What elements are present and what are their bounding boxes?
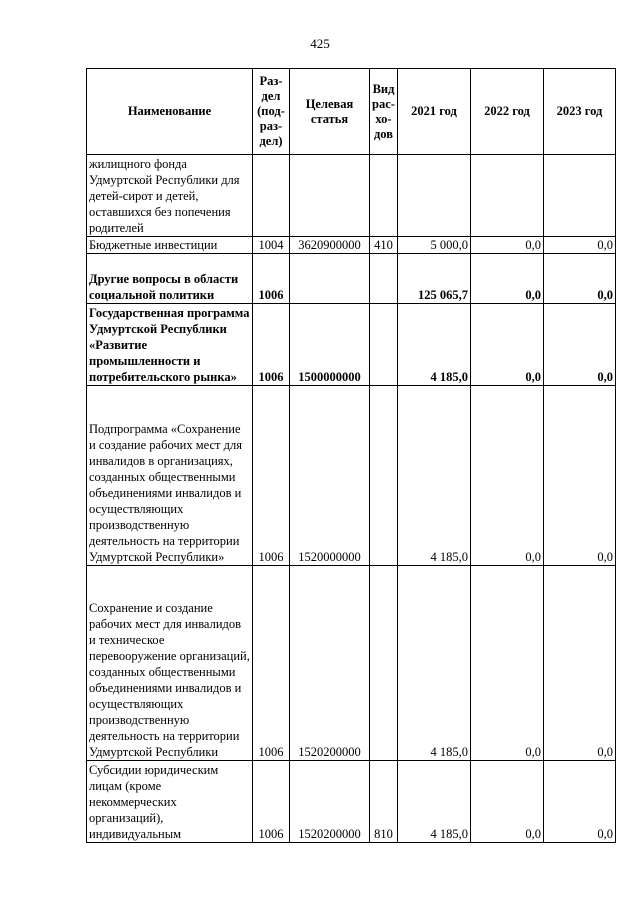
cell-kind: 410 [370, 237, 398, 254]
cell-2021: 5 000,0 [398, 237, 471, 254]
cell-2021: 125 065,7 [398, 254, 471, 304]
header-target: Целевая статья [290, 69, 370, 155]
table-row [87, 566, 616, 761]
cell-section: 1004 [253, 237, 290, 254]
table-row [87, 237, 616, 254]
cell-2022: 0,0 [471, 304, 544, 386]
header-2023: 2023 год [544, 69, 616, 155]
table-row [87, 155, 616, 237]
cell-section [253, 155, 290, 237]
cell-section: 1006 [253, 254, 290, 304]
cell-target: 1500000000 [290, 304, 370, 386]
cell-name: Бюджетные инвестиции [87, 237, 253, 254]
table-body [87, 155, 616, 843]
cell-section: 1006 [253, 304, 290, 386]
cell-target: 3620900000 [290, 237, 370, 254]
cell-name: Государственная программа Удмуртской Республики «Развитие промышленности и потребительского рынка» [87, 304, 253, 386]
cell-name: жилищного фонда Удмуртской Республики для детей-сирот и детей, оставшихся без попечения родителей [87, 155, 253, 237]
budget-table [86, 68, 616, 843]
cell-2023: 0,0 [544, 761, 616, 843]
cell-2021: 4 185,0 [398, 386, 471, 566]
cell-2022: 0,0 [471, 386, 544, 566]
header-2021: 2021 год [398, 69, 471, 155]
cell-2023 [544, 155, 616, 237]
cell-kind: 810 [370, 761, 398, 843]
cell-section: 1006 [253, 566, 290, 761]
page-number: 425 [310, 36, 330, 51]
header-name: Наименование [87, 69, 253, 155]
cell-kind [370, 386, 398, 566]
cell-kind [370, 254, 398, 304]
table-row [87, 254, 616, 304]
cell-kind [370, 566, 398, 761]
cell-2023: 0,0 [544, 237, 616, 254]
cell-name: Другие вопросы в области социальной политики [87, 254, 253, 304]
table-row [87, 761, 616, 843]
cell-2021: 4 185,0 [398, 761, 471, 843]
header-kind: Вид рас- хо- дов [370, 69, 398, 155]
cell-2021: 4 185,0 [398, 304, 471, 386]
table-row [87, 386, 616, 566]
cell-2022: 0,0 [471, 237, 544, 254]
cell-kind [370, 155, 398, 237]
cell-name: Сохранение и создание рабочих мест для инвалидов и техническое перевооружение организаций, созданных общественными объединениями инвалидов и осуществляющих производственную деятельность на территории Удмуртской Республики [87, 566, 253, 761]
cell-2023: 0,0 [544, 304, 616, 386]
cell-2022 [471, 155, 544, 237]
table-header-row [87, 69, 616, 155]
cell-target: 1520200000 [290, 566, 370, 761]
cell-target [290, 155, 370, 237]
cell-section: 1006 [253, 386, 290, 566]
cell-target: 1520200000 [290, 761, 370, 843]
cell-2022: 0,0 [471, 566, 544, 761]
cell-target [290, 254, 370, 304]
table-row [87, 304, 616, 386]
header-section: Раз- дел (под- раз- дел) [253, 69, 290, 155]
cell-target: 1520000000 [290, 386, 370, 566]
cell-section: 1006 [253, 761, 290, 843]
cell-2021 [398, 155, 471, 237]
cell-name: Субсидии юридическим лицам (кроме некоммерческих организаций), индивидуальным [87, 761, 253, 843]
cell-name: Подпрограмма «Сохранение и создание рабочих мест для инвалидов в организациях, созданных общественными объединениями инвалидов и осуществляющих производственную деятельность на территории Удмуртской Республики» [87, 386, 253, 566]
header-2022: 2022 год [471, 69, 544, 155]
cell-2021: 4 185,0 [398, 566, 471, 761]
cell-kind [370, 304, 398, 386]
cell-2023: 0,0 [544, 254, 616, 304]
cell-2022: 0,0 [471, 761, 544, 843]
cell-2023: 0,0 [544, 386, 616, 566]
cell-2023: 0,0 [544, 566, 616, 761]
cell-2022: 0,0 [471, 254, 544, 304]
